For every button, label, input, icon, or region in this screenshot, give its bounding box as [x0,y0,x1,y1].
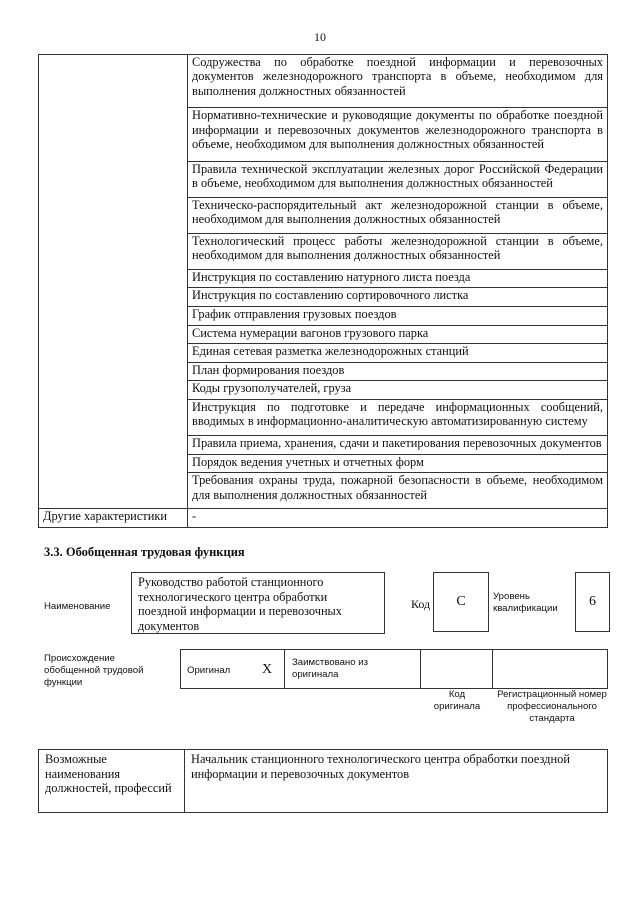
knowledge-item: Содружества по обработке поездной информации и перевозочных документов железнодорожного транспорта в объеме, необходимом для выполнения должностных обязанностей [188,55,608,108]
knowledge-item: Нормативно-технические и руководящие документы по обработке поездной информации и перевозочных документов железнодорожного транспорта в объеме, необходимом для выполнения должностных обязанностей [188,108,608,161]
origin-divider [420,649,421,689]
code-value: С [456,594,466,609]
knowledge-label-cell [39,55,188,509]
knowledge-item: План формирования поездов [188,362,608,381]
knowledge-item: Правила технической эксплуатации железных дорог Российской Федерации в объеме, необходимом для выполнения должностных обязанностей [188,161,608,197]
origin-divider [284,649,285,689]
function-name-label: Наименование [44,601,111,612]
registration-number-caption: Регистрационный номер профессионального стандарта [497,689,607,724]
knowledge-item: Единая сетевая разметка железнодорожных станций [188,344,608,363]
code-original-caption: Код оригинала [433,689,481,712]
function-name-value: Руководство работой станционного технологического центра обработки поездной информации и перевозочных документов [131,572,385,634]
positions-table [38,749,608,813]
knowledge-item: Система нумерации вагонов грузового парка [188,325,608,344]
positions-label: Возможные наименования должностей, профессий [39,750,185,813]
section-title: 3.3. Обобщенная трудовая функция [44,545,245,559]
knowledge-item: Технологический процесс работы железнодорожной станции в объеме, необходимом для выполнения должностных обязанностей [188,233,608,269]
code-label: Код [411,597,431,611]
other-characteristics-label: Другие характеристики [39,509,188,528]
borrowed-label: Заимствовано из оригинала [292,657,368,680]
level-value: 6 [589,594,596,609]
other-characteristics-value: - [188,509,608,528]
knowledge-item: Техническо-распорядительный акт железнодорожной станции в объеме, необходимом для выполнения должностных обязанностей [188,197,608,233]
required-knowledge-table [38,54,608,528]
original-mark: X [262,662,273,677]
origin-divider [492,649,493,689]
original-label: Оригинал [187,665,231,676]
knowledge-item: Инструкция по подготовке и передаче информационных сообщений, вводимых в информационно-аналитическую автоматизированную систему [188,400,608,436]
knowledge-item: Правила приема, хранения, сдачи и пакетирования перевозочных документов [188,436,608,455]
knowledge-item: Коды грузополучателей, груза [188,381,608,400]
knowledge-item: Требования охраны труда, пожарной безопасности в объеме, необходимом для выполнения должностных обязанностей [188,473,608,509]
knowledge-item: Инструкция по составлению сортировочного листка [188,288,608,307]
origin-label: Происхождение обобщенной трудовой функции [44,653,144,688]
knowledge-item: Инструкция по составлению натурного листа поезда [188,269,608,288]
level-label: Уровень квалификации [493,591,558,614]
knowledge-item: Порядок ведения учетных и отчетных форм [188,454,608,473]
knowledge-item: График отправления грузовых поездов [188,307,608,326]
positions-value: Начальник станционного технологического центра обработки поездной информации и перевозочных документов [185,750,608,813]
page-number: 10 [314,30,326,44]
